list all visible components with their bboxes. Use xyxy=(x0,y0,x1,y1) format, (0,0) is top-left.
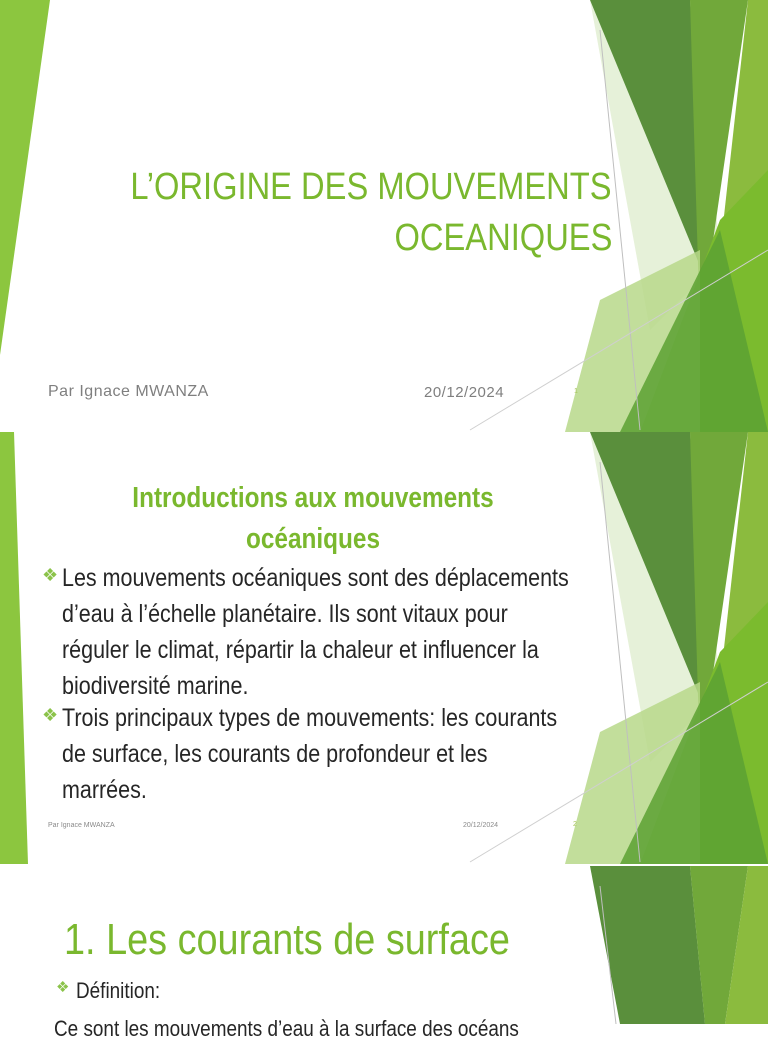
slide-2-bullet-1-line-2: d’eau à l’échelle planétaire. Ils sont vitaux pour xyxy=(62,600,508,628)
slide-1-title-line-2: OCEANIQUES xyxy=(394,217,612,259)
slide-2-heading-line-1: Introductions aux mouvements xyxy=(132,482,494,514)
slide-2-bullet-2-line-3: marrées. xyxy=(62,776,147,804)
slide-3-bullet-1 xyxy=(56,976,174,1006)
slide-3 xyxy=(0,866,768,1041)
slide-2-bullet-list xyxy=(42,560,712,808)
slide-3-partial-text: Ce sont les mouvements d’eau à la surface des océans xyxy=(54,1016,519,1041)
slide-2-bullet-1 xyxy=(42,560,712,704)
slide-3-heading: 1. Les courants de surface xyxy=(64,915,510,964)
slide-1-date: 20/12/2024 xyxy=(424,384,505,401)
slide-2-bullet-2-line-2: de surface, les courants de profondeur et les xyxy=(62,740,488,768)
slide-2 xyxy=(0,432,768,864)
slide-2-date: 20/12/2024 xyxy=(463,822,499,829)
slide-1-title-line-1: L’ORIGINE DES MOUVEMENTS xyxy=(130,166,612,208)
slide-1 xyxy=(0,0,768,432)
slide-1-green-decoration xyxy=(0,0,768,432)
diamond-bullet-icon: ❖ xyxy=(42,705,59,725)
slide-1-author: Par Ignace MWANZA xyxy=(48,383,209,400)
slide-2-bullet-1-line-3: réguler le climat, répartir la chaleur et influencer la xyxy=(62,636,539,664)
slide-2-page-number: 2 xyxy=(573,821,577,828)
diamond-bullet-icon: ❖ xyxy=(42,565,59,585)
slide-2-bullet-2 xyxy=(42,700,712,808)
diamond-bullet-icon: ❖ xyxy=(56,979,70,996)
slide-2-author: Par Ignace MWANZA xyxy=(48,822,115,829)
slide-3-bullet-1-text: Définition: xyxy=(76,978,161,1003)
slide-2-bullet-2-line-1: Trois principaux types de mouvements: les courants xyxy=(62,704,558,732)
slide-1-page-number: 1 xyxy=(574,388,578,395)
slide-2-heading-line-2: océaniques xyxy=(245,523,381,555)
slide-2-bullet-1-line-1: Les mouvements océaniques sont des déplacements xyxy=(62,564,569,592)
slide-2-bullet-1-line-4: biodiversité marine. xyxy=(62,672,249,700)
